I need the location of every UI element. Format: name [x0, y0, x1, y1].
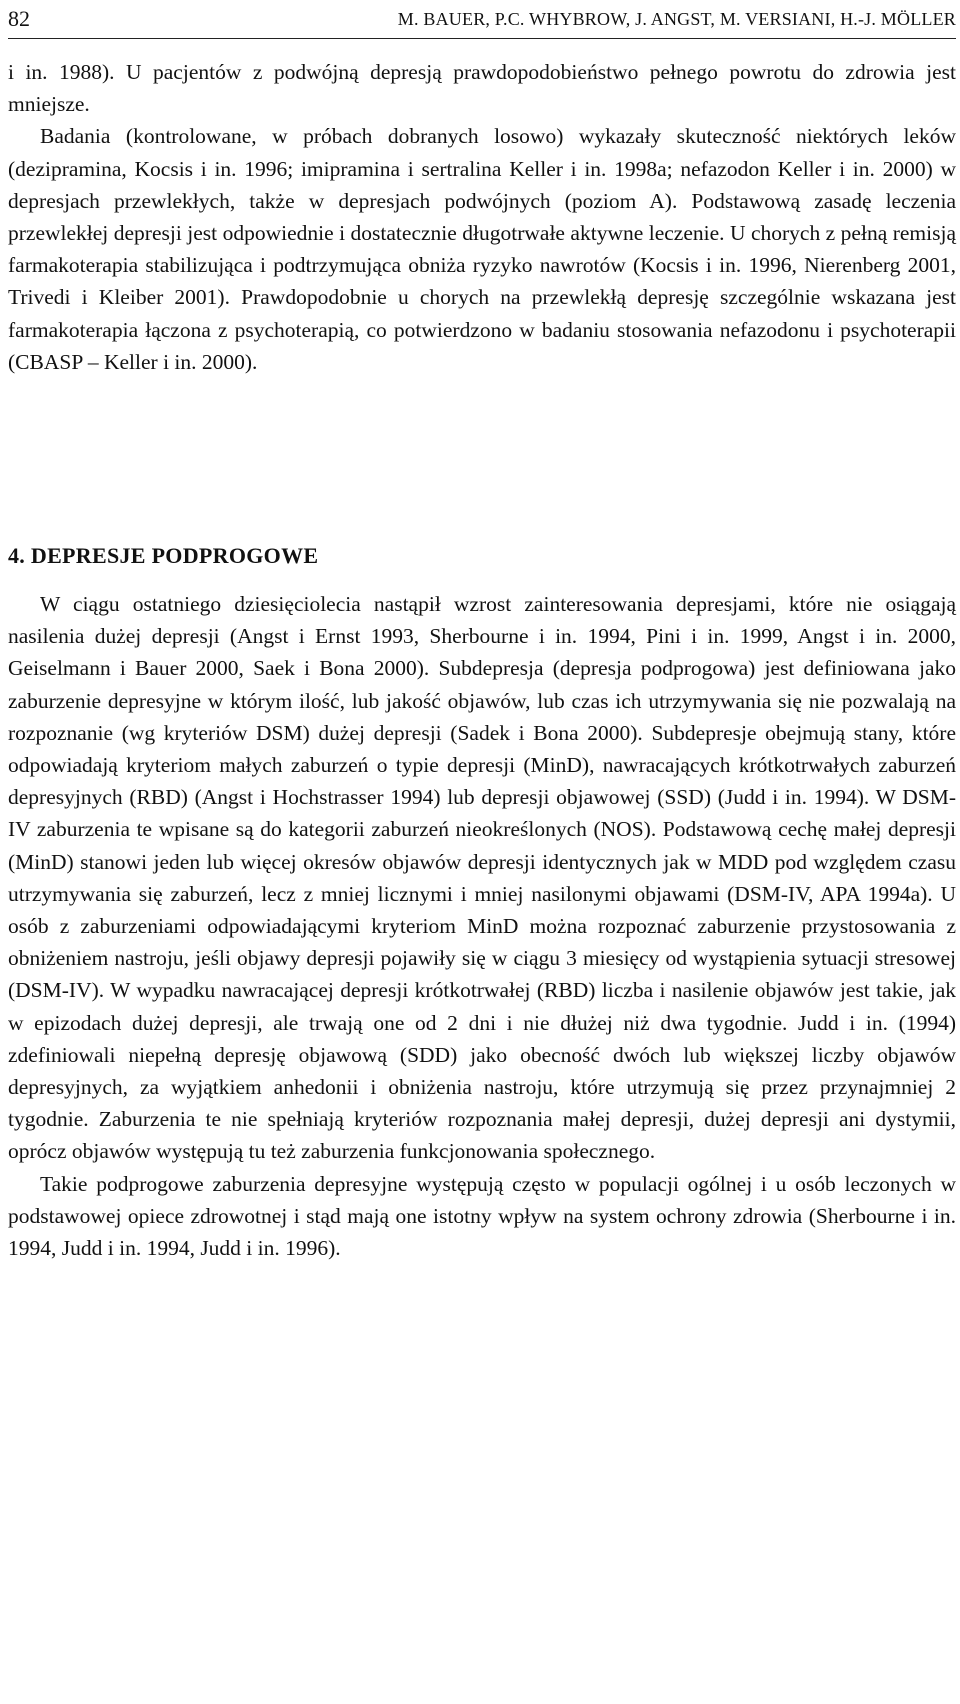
paragraph-continuation: i in. 1988). U pacjentów z podwójną depresją prawdopodobieństwo pełnego powrotu do zdrowia jest mniejsze.: [8, 60, 956, 117]
page-header: [8, 2, 956, 39]
section-heading: 4. DEPRESJE PODPROGOWE: [8, 543, 319, 568]
text-block-after-heading: [8, 588, 956, 1264]
paragraph-chronic-depression-treatment: Badania (kontrolowane, w próbach dobranych losowo) wykazały skuteczność niektórych leków (dezipramina, Kocsis i in. 1996; imipramina i sertralina Keller i in. 1998a; nefazodon Keller i in. 2000) w depresjach przewlekłych, także w depresjach podwójnych (poziom A). Podstawową zasadę leczenia przewlekłej depresji jest odpowiednie i dostatecznie długotrwałe aktywne leczenie. U chorych z pełną remisją farmakoterapia stabilizująca i podtrzymująca obniża ryzyko nawrotów (Kocsis i in. 1996, Nierenberg 2001, Trivedi i Kleiber 2001). Prawdopodobnie u chorych na przewlekłą depresję szczególnie wskazana jest farmakoterapia łączona z psychoterapią, co potwierdzono w badaniu stosowania nefazodonu i psychoterapii (CBASP – Keller i in. 2000).: [8, 124, 956, 374]
page-number: 82: [8, 6, 30, 31]
running-head-authors: M. BAUER, P.C. WHYBROW, J. ANGST, M. VERSIANI, H.-J. MÖLLER: [397, 9, 956, 29]
paragraph-subthreshold-definition: W ciągu ostatniego dziesięciolecia nastąpił wzrost zainteresowania depresjami, które nie osiągają nasilenia dużej depresji (Angst i Ernst 1993, Sherbourne i in. 1994, Pini i in. 1999, Angst i in. 2000, Geiselmann i Bauer 2000, Saek i Bona 2000). Subdepresja (depresja podprogowa) jest definiowana jako zaburzenie depresyjne w którym ilość, lub jakość objawów, lub czas ich utrzymywania się nie pozwalają na rozpoznanie (wg kryteriów DSM) dużej depresji (Sadek i Bona 2000). Subdepresje obejmują stany, które odpowiadają kryteriom małych zaburzeń o typie depresji (MinD), nawracających krótkotrwałych zaburzeń depresyjnych (RBD) (Angst i Hochstrasser 1994) lub depresji objawowej (SSD) (Judd i in. 1994). W DSM-IV zaburzenia te wpisane są do kategorii zaburzeń nieokreślonych (NOS). Podstawową cechę małej depresji (MinD) stanowi jeden lub więcej okresów objawów depresji identycznych jak w MDD pod względem czasu utrzymywania się zaburzeń, lecz z mniej licznymi i mniej nasilonymi objawami (DSM-IV, APA 1994a). U osób z zaburzeniami odpowiadającymi kryteriom MinD można rozpoznać zaburzenie przystosowania z obniżeniem nastroju, jeśli objawy depresji pojawiły się w ciągu 3 miesięcy od wystąpienia sytuacji stresowej (DSM-IV). W wypadku nawracającej depresji krótkotrwałej (RBD) liczba i nasilenie objawów jest takie, jak w epizodach dużej depresji, ale trwają one od 2 dni i nie dłużej niż dwa tygodnie. Judd i in. (1994) zdefiniowali niepełną depresję objawową (SDD) jako obecność dwóch lub większej liczby objawów depresyjnych, za wyjątkiem anhedonii i obniżenia nastroju, które utrzymują się przez przynajmniej 2 tygodnie. Zaburzenia te nie spełniają kryteriów rozpoznania małej depresji, dużej depresji ani dystymii, oprócz objawów występują tu też zaburzenia funkcjonowania społecznego.: [8, 592, 956, 1164]
text-block-before-heading: [8, 56, 956, 378]
paragraph-subthreshold-prevalence: Takie podprogowe zaburzenia depresyjne występują często w populacji ogólnej i u osób leczonych w podstawowej opiece zdrowotnej i stąd mają one istotny wpływ na system ochrony zdrowia (Sherbourne i in. 1994, Judd i in. 1994, Judd i in. 1996).: [8, 1171, 956, 1261]
